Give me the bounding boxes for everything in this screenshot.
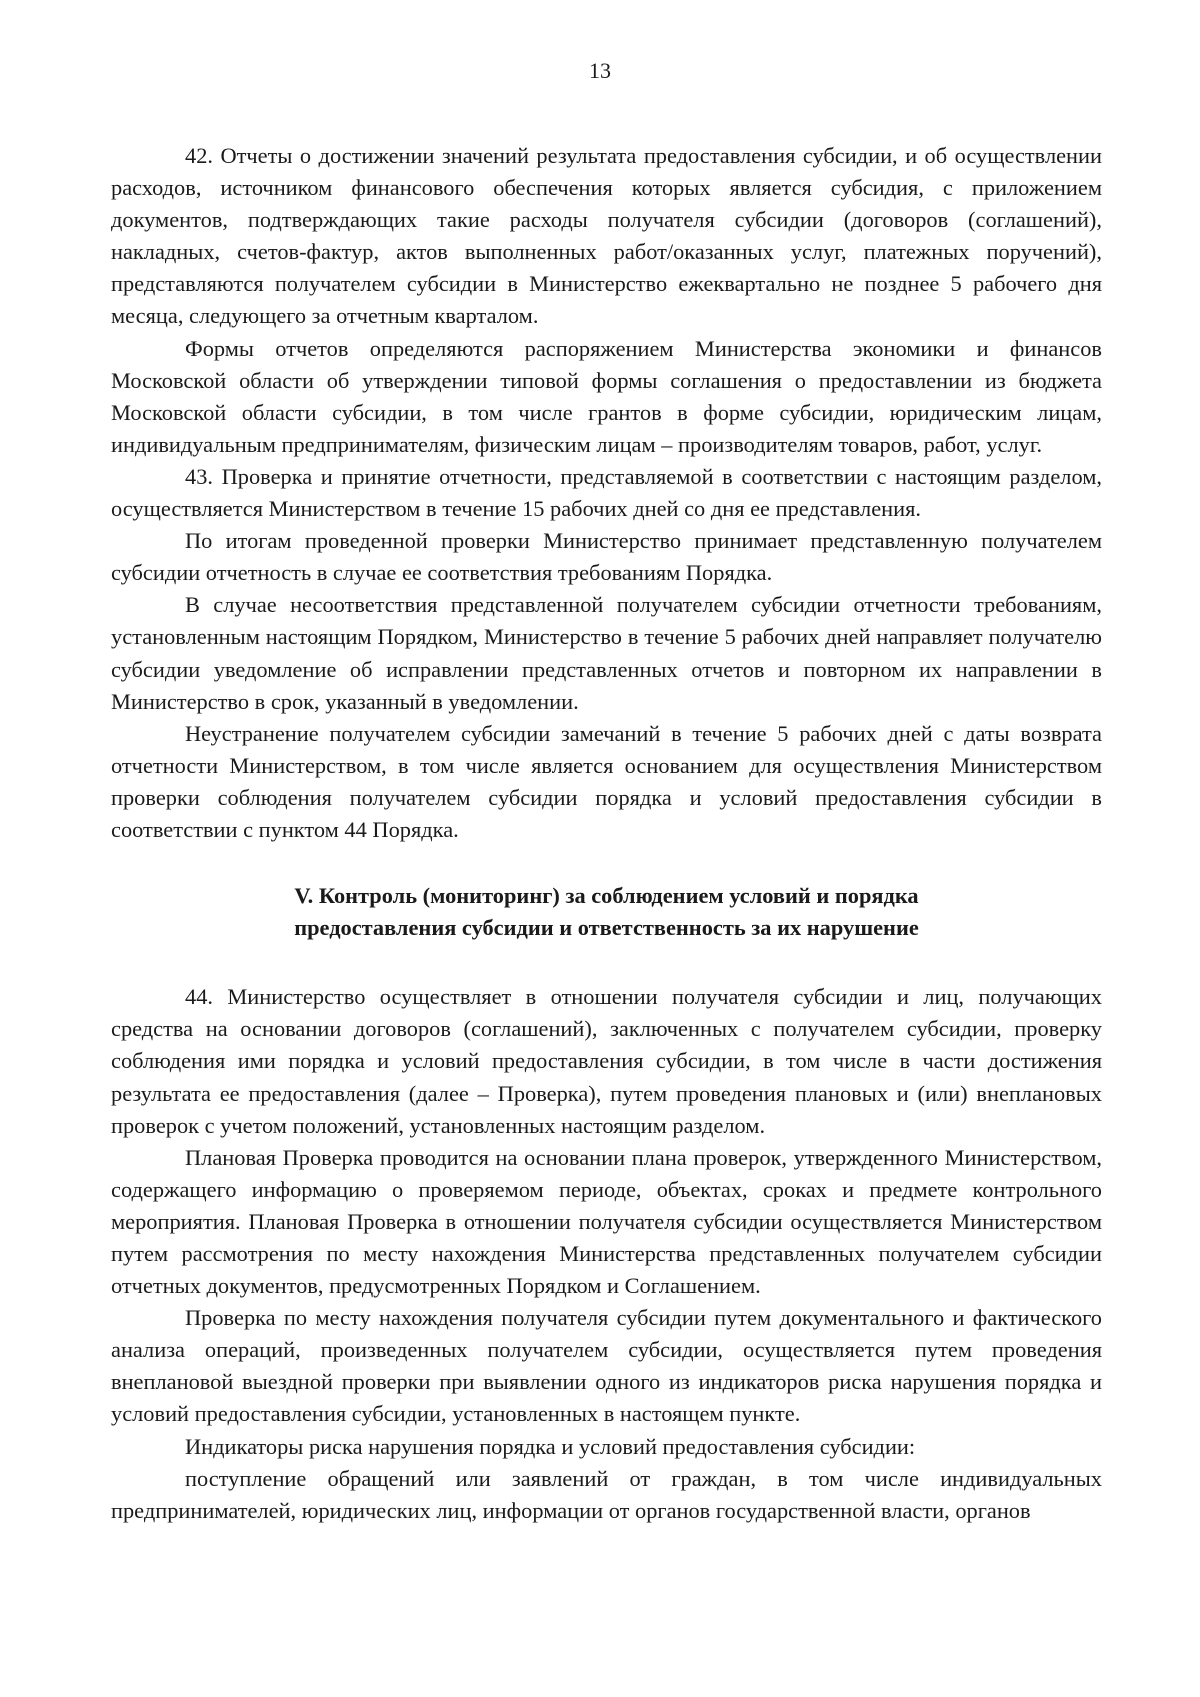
paragraph-44: 44. Министерство осуществляет в отношении получателя субсидии и лиц, получающих средства на основании договоров (соглашений), заключенных с получателем субсидии, проверку соблюдения ими порядка и условий предоставления субсидии, в том числе в части достижения результата ее предоставления (далее – Проверка), путем проведения плановых и (или) внеплановых проверок с учетом положений, установленных настоящим разделом. — [111, 984, 1102, 1138]
paragraph-failure-to-fix: Неустранение получателем субсидии замечаний в течение 5 рабочих дней с даты возврата отчетности Министерством, в том числе является основанием для осуществления Министерством проверки соблюдения получателем субсидии порядка и условий предоставления субсидии в соответствии с пунктом 44 Порядка. — [111, 720, 1102, 842]
document-body — [111, 140, 1102, 1527]
paragraph-report-forms: Формы отчетов определяются распоряжением Министерства экономики и финансов Московской области об утверждении типовой формы соглашения о предоставлении из бюджета Московской области субсидии, в том числе грантов в форме субсидии, юридическим лицам, индивидуальным предпринимателям, физическим лицам – производителям товаров, работ, услуг. — [111, 335, 1102, 457]
paragraph-43: 43. Проверка и принятие отчетности, представляемой в соответствии с настоящим разделом, осуществляется Министерством в течение 15 рабочих дней со дня ее представления. — [111, 463, 1102, 522]
section-heading — [111, 880, 1102, 944]
page-number: 13 — [589, 58, 611, 83]
paragraph-appeals: поступление обращений или заявлений от граждан, в том числе индивидуальных предпринимателей, юридических лиц, информации от органов государственной власти, органов — [111, 1465, 1102, 1523]
section-heading-line-2: предоставления субсидии и ответственность за их нарушение — [294, 915, 919, 941]
section-heading-line-1: V. Контроль (мониторинг) за соблюдением условий и порядка — [294, 883, 919, 909]
paragraph-risk-indicators: Индикаторы риска нарушения порядка и условий предоставления субсидии: — [185, 1433, 916, 1459]
paragraph-42: 42. Отчеты о достижении значений результата предоставления субсидии, и об осуществлении расходов, источником финансового обеспечения которых является субсидия, с приложением документов, подтверждающих такие расходы получателя субсидии (договоров (соглашений), накладных, счетов-фактур, актов выполненных работ/оказанных услуг, платежных поручений), представляются получателем субсидии в Министерство ежеквартально не позднее 5 рабочего дня месяца, следующего за отчетным кварталом. — [111, 143, 1102, 329]
paragraph-nonconformity: В случае несоответствия представленной получателем субсидии отчетности требованиям, установленным настоящим Порядком, Министерство в течение 5 рабочих дней направляет получателю субсидии уведомление об исправлении представленных отчетов и повторном их направлении в Министерство в срок, указанный в уведомлении. — [111, 592, 1102, 714]
paragraph-onsite-check: Проверка по месту нахождения получателя субсидии путем документального и фактического анализа операций, произведенных получателем субсидии, осуществляется путем проведения внеплановой выездной проверки при выявлении одного из индикаторов риска нарушения порядка и условий предоставления субсидии, установленных в настоящем пункте. — [111, 1305, 1102, 1427]
paragraph-check-results: По итогам проведенной проверки Министерство принимает представленную получателем субсидии отчетность в случае ее соответствия требованиям Порядка. — [111, 528, 1102, 586]
paragraph-planned-check: Плановая Проверка проводится на основании плана проверок, утвержденного Министерством, содержащего информацию о проверяемом периоде, объектах, сроках и предмете контрольного мероприятия. Плановая Проверка в отношении получателя субсидии осуществляется Министерством путем рассмотрения по месту нахождения Министерства представленных получателем субсидии отчетных документов, предусмотренных Порядком и Соглашением. — [111, 1144, 1102, 1299]
